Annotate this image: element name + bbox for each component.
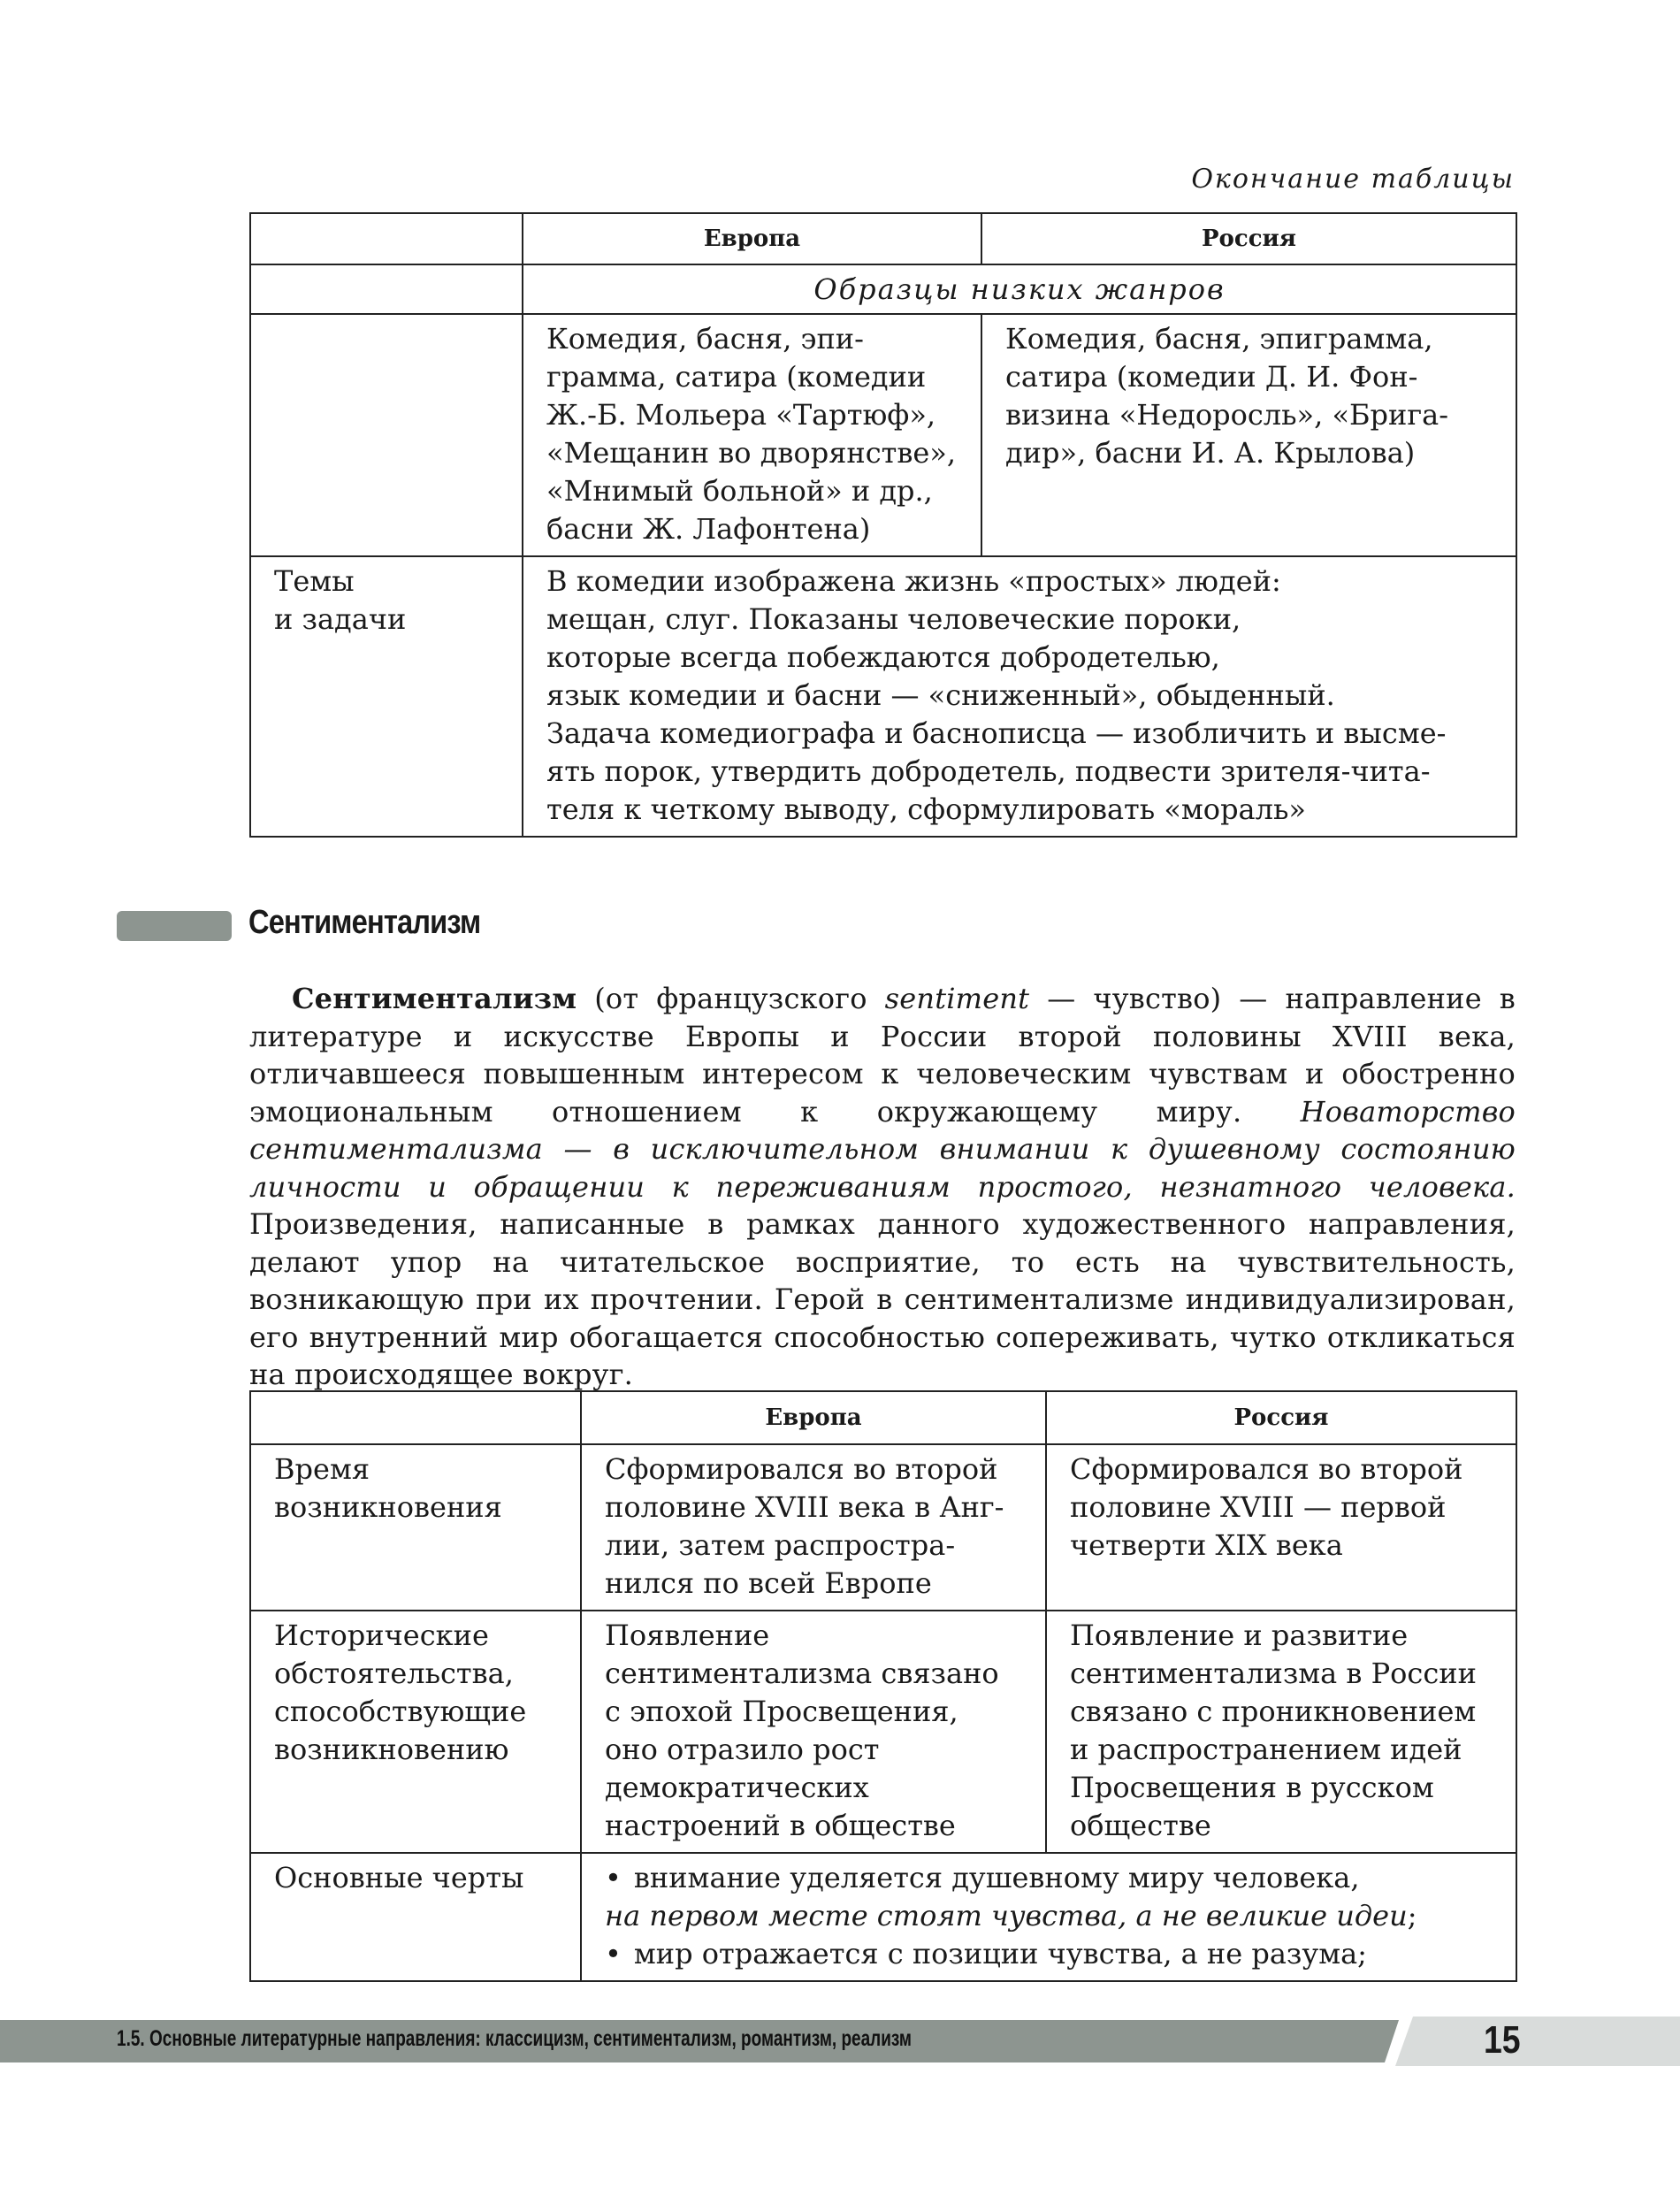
header-empty <box>250 1391 581 1444</box>
cell-line: Исторические <box>274 1619 489 1652</box>
header-empty <box>250 213 523 264</box>
cell-line: В комедии изображена жизнь «простых» людей: <box>546 564 1281 598</box>
cell-line: Задача комедиографа и баснописца — изобличить и высме- <box>546 716 1447 750</box>
term-bold: Сентиментализм <box>292 982 577 1015</box>
cell-line: ять порок, утвердить добродетель, подвести зрителя-чита- <box>546 754 1431 788</box>
cell-line: сентиментализма в России <box>1070 1657 1477 1690</box>
cell-line: и задачи <box>274 602 407 636</box>
cell-line: язык комедии и басни — «сниженный», обыденный. <box>546 678 1335 712</box>
subheader-empty <box>250 264 523 314</box>
cell-line: сентиментализма связано <box>605 1657 999 1690</box>
cell-line: Комедия, басня, эпиграмма, <box>1005 322 1433 356</box>
cell-line: «Мнимый больной» и др., <box>546 474 933 508</box>
cell-russia <box>981 314 1516 556</box>
cell-line: Темы <box>274 564 355 598</box>
cell-themes <box>523 556 1516 837</box>
cell-line: и распространением идей <box>1070 1733 1462 1766</box>
cell-line: «Мещанин во дворянстве», <box>546 436 957 470</box>
list-item <box>605 1935 1493 1973</box>
cell-line: возникновению <box>274 1733 509 1766</box>
cell-features <box>581 1853 1516 1981</box>
row-label <box>250 1611 581 1853</box>
header-russia: Россия <box>1046 1391 1516 1444</box>
table-row <box>250 556 1516 837</box>
cell-line: обществе <box>1070 1809 1211 1842</box>
cell-line: возникновения <box>274 1490 502 1524</box>
section-marker-bar <box>117 911 232 941</box>
row-label <box>250 314 523 556</box>
features-list <box>605 1859 1493 1973</box>
cell-line: лии, затем распростра- <box>605 1528 956 1562</box>
classicism-table-continued <box>249 212 1517 838</box>
list-item <box>605 1859 1493 1935</box>
cell-line: Время <box>274 1452 370 1486</box>
cell-line: половине XVIII века в Анг- <box>605 1490 1004 1524</box>
cell-line: нился по всей Европе <box>605 1566 932 1600</box>
table-header-row <box>250 213 1516 264</box>
header-russia: Россия <box>981 213 1516 264</box>
sentimentalism-table <box>249 1390 1517 1982</box>
cell-line: дир», басни И. А. Крылова) <box>1005 436 1416 470</box>
cell-line: Просвещения в русском <box>1070 1771 1434 1804</box>
cell-line: которые всегда побеждаются добродетелью, <box>546 640 1220 674</box>
cell-line: демократических <box>605 1771 869 1804</box>
cell-line: визина «Недоросль», «Брига- <box>1005 398 1448 432</box>
cell-line: настроений в обществе <box>605 1809 956 1842</box>
cell-line: Ж.-Б. Мольера «Тартюф», <box>546 398 936 432</box>
footer-running-title: 1.5. Основные литературные направления: классицизм, сентиментализм, романтизм, реализм <box>117 2026 912 2051</box>
page-number: 15 <box>1484 2018 1521 2062</box>
subheader-low-genres: Образцы низких жанров <box>523 264 1516 314</box>
table-row <box>250 1444 1516 1611</box>
para-text: Произведения, написанные в рамках данного художественного направления, делают упор на читательское восприятие, то есть на чувствительность, возникающую при их прочтении. Герой в сентиментализме индивидуализирован, его внутренний мир обогащается способностью сопереживать, чутко откликаться на происходящее вокруг. <box>249 1207 1516 1391</box>
table-continuation-caption: Окончание таблицы <box>1191 164 1515 195</box>
bullet-punct: ; <box>1407 1899 1417 1932</box>
cell-line: оно отразило рост <box>605 1733 880 1766</box>
cell-line: грамма, сатира (комедии <box>546 360 927 394</box>
bullet-text: мир отражается с позиции чувства, а не разума; <box>633 1937 1367 1971</box>
header-europe: Европа <box>581 1391 1046 1444</box>
table-subheader-row <box>250 264 1516 314</box>
table-header-row <box>250 1391 1516 1444</box>
cell-line: теля к четкому выводу, сформулировать «мораль» <box>546 792 1306 826</box>
cell-line: обстоятельства, <box>274 1657 514 1690</box>
cell-russia <box>1046 1444 1516 1611</box>
bullet-emphasis: на первом месте стоят чувства, а не великие идеи <box>605 1899 1408 1932</box>
cell-line: половине XVIII — первой <box>1070 1490 1447 1524</box>
row-label <box>250 556 523 837</box>
cell-line: сатира (комедии Д. И. Фон- <box>1005 360 1418 394</box>
bullet-text: внимание уделяется душевному миру человека, <box>633 1861 1360 1894</box>
cell-line: способствующие <box>274 1695 527 1728</box>
emphasis-text: Новаторство сентиментализма — в исключительном внимании к душевному состоянию личности и обращении к переживаниям простого, незнатного человека. <box>249 1094 1516 1204</box>
cell-line: Сформировался во второй <box>605 1452 998 1486</box>
cell-europe <box>523 314 981 556</box>
header-europe: Европа <box>523 213 981 264</box>
cell-line: басни Ж. Лафонтена) <box>546 512 871 546</box>
cell-line: связано с проникновением <box>1070 1695 1477 1728</box>
footer-band-light <box>1395 2017 1680 2066</box>
cell-line: Появление <box>605 1619 770 1652</box>
body-paragraph <box>249 980 1516 1394</box>
row-label <box>250 1444 581 1611</box>
cell-europe <box>581 1444 1046 1611</box>
table-row <box>250 1611 1516 1853</box>
cell-line: Появление и развитие <box>1070 1619 1409 1652</box>
table-row <box>250 314 1516 556</box>
cell-line: с эпохой Просвещения, <box>605 1695 958 1728</box>
para-text: — чувство) — направление в литературе и искусстве Европы и России второй половины XVIII века, отличавшееся повышенным интересом к человеческим чувствам и обостренно эмоциональным отношением к окружающему миру. <box>249 982 1516 1129</box>
cell-line: мещан, слуг. Показаны человеческие пороки, <box>546 602 1241 636</box>
section-title: Сентиментализм <box>248 904 481 941</box>
para-text: (от французского <box>577 982 885 1015</box>
foreign-word: sentiment <box>884 982 1030 1015</box>
row-label: Основные черты <box>250 1853 581 1981</box>
cell-line: четверти XIX века <box>1070 1528 1343 1562</box>
cell-line: Сформировался во второй <box>1070 1452 1463 1486</box>
cell-russia <box>1046 1611 1516 1853</box>
cell-europe <box>581 1611 1046 1853</box>
table-row <box>250 1853 1516 1981</box>
cell-line: Комедия, басня, эпи- <box>546 322 864 356</box>
